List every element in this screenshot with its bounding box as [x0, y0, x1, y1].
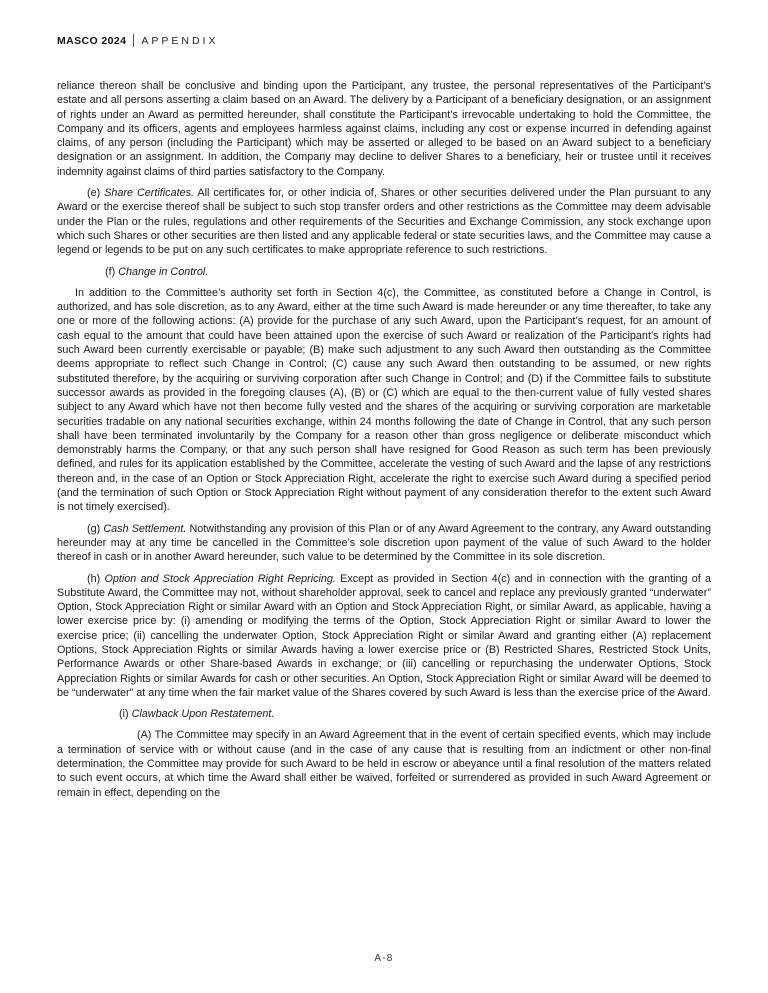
- paragraph-lead-italic: Cash Settlement.: [103, 522, 187, 535]
- paragraph-f-change-in-control: [57, 265, 711, 279]
- paragraph-text: All certificates for, or other indicia of, Shares or other securities delivered under the Plan pursuant to any Award or the exercise thereof shall be subject to such stop transfer orders and other restrictions as the Committee may deem advisable under the Plan or the rules, regulations and other requirements of the Securities and Exchange Commission, any stock exchange upon which such Shares or other securities are then listed and any applicable federal or state securities laws, and the Committee may cause a legend or legends to be put on any such certificates to make appropriate reference to such restrictions.: [57, 187, 712, 257]
- paragraph-e-share-certificates: [57, 186, 711, 257]
- paragraph-text: Notwithstanding any provision of this Plan or of any Award Agreement to the contrary, any Award outstanding hereunder may at any time be cancelled in the Committee’s sole discretion upon payment of the value of such Award to the holder thereof in cash or in another Award hereunder, such value to be determined by the Committee in its sole discretion.: [57, 522, 711, 564]
- paragraph-lead-italic: Change in Control.: [118, 265, 209, 278]
- paragraph-a-clawback-body: [57, 728, 711, 799]
- header-divider: [133, 34, 134, 47]
- paragraph-lead-italic: Share Certificates.: [104, 187, 194, 200]
- paragraph-label: (h): [87, 572, 101, 585]
- document-body: [57, 79, 711, 807]
- paragraph-text: The Committee may specify in an Award Agreement that in the event of certain specified events, which may include a termination of service with or without cause (and in the case of any cause that is resulting from an indictment or other non-final determination, the Committee may provide for such Award to be held in escrow or abeyance until a final resolution of the matters related to such event occurs, at which time the Award shall either be waived, forfeited or surrendered as provided in such Award Agreement or remain in effect, depending on the: [57, 729, 711, 799]
- page-number: A-8: [374, 953, 394, 964]
- paragraph-h-repricing: [57, 572, 711, 701]
- paragraph-label: (i): [119, 708, 129, 721]
- paragraph-text: In addition to the Committee’s authority set forth in Section 4(c), the Committee, as constituted before a Change in Control, is authorized, and has sole discretion, as to any Award, either at the time such Award is made hereunder or any time thereafter, to take any one or more of the following actions: (A) provide for the purchase of any such Award, upon the Participant’s request, for an amount of cash equal to the amount that could have been attained upon the exercise of such Award or realization of the Participant’s rights had such Award been currently exercisable or payable; (B) make such adjustment to any such Award then outstanding as the Committee deems appropriate to reflect such Change in Control; (C) cause any such Award then outstanding to be assumed, or new rights substituted therefore, by the acquiring or surviving corporation after such Change in Control; and (D) if the Committee fails to substitute successor awards as provided in the foregoing clauses (A), (B) or (C) which are equal to the then-current value of fully vested shares subject to any Award which have not then become fully vested and the shares of the acquiring or surviving corporation are marketable securities tradable on any national securities exchange, within 24 months following the date of Change in Control, that any such person shall have been terminated involuntarily by the Company for a reason other than gross negligence or deliberate misconduct which demonstrably harms the Company, or that any such person shall have resigned for Good Reason as such term has been previously defined, and rules for its application established by the Committee, accelerate the vesting of such Award and the lapse of any restrictions thereon and, in the case of an Option or Stock Appreciation Right, accelerate the right to exercise such Award during a specified period (and the termination of such Option or Stock Appreciation Right without payment of any consideration therefor to the extent such Award is not timely exercised).: [57, 286, 711, 514]
- paragraph-text: reliance thereon shall be conclusive and binding upon the Participant, any trustee, the personal representatives of the Participant’s estate and all persons asserting a claim based on an Award. The delivery by a Participant of a beneficiary designation, or an assignment of rights under an Award as permitted hereunder, shall constitute the Participant’s irrevocable undertaking to hold the Committee, the Company and its officers, agents and employees harmless against claims, including any cost or expense incurred in defending against claims, of any person (including the Participant) which may be asserted or alleged to be based on an Award subject to a beneficiary designation or an assignment. In addition, the Company may decline to deliver Shares to a beneficiary, heir or trustee until it receives indemnity against claims of third parties satisfactory to the Company.: [57, 80, 711, 178]
- paragraph-g-cash-settlement: [57, 522, 711, 565]
- paragraph-text: Except as provided in Section 4(c) and in connection with the granting of a Substitute Award, the Committee may not, without shareholder approval, seek to cancel and replace any previously granted “underwater” Option, Stock Appreciation Right or similar Award with an Option and Stock Appreciation Right, or similar Award, as applicable, having a lower exercise price by: (i) amending or modifying the terms of the Option, Stock Appreciation Right or similar Award to lower the exercise price; (ii) cancelling the underwater Option, Stock Appreciation Right or similar Award and granting either (A) replacement Options, Stock Appreciation Rights or similar Awards having a lower exercise price or (B) Restricted Shares, Restricted Stock Units, Performance Awards or other Share-based Awards in exchange; or (iii) cancelling or repurchasing the underwater Options, Stock Appreciation Rights or similar Awards for cash or other securities. An Option, Stock Appreciation Right or similar Award will be deemed to be “underwater” at any time when the fair market value of the Shares covered by such Award is less than the exercise price of the Award.: [57, 572, 712, 699]
- document-header: [57, 34, 218, 47]
- paragraph-continuation: [57, 79, 711, 179]
- paragraph-label: (g): [87, 522, 101, 535]
- paragraph-lead-italic: Clawback Upon Restatement.: [131, 708, 275, 721]
- paragraph-label: (f): [105, 265, 116, 278]
- paragraph-change-in-control-body: [57, 286, 711, 515]
- paragraph-i-clawback: [57, 707, 711, 721]
- paragraph-label: (A): [137, 729, 152, 742]
- paragraph-label: (e): [87, 187, 101, 200]
- paragraph-lead-italic: Option and Stock Appreciation Right Repricing.: [104, 572, 336, 585]
- document-footer: [0, 953, 768, 964]
- section-title: APPENDIX: [141, 34, 219, 47]
- brand-text: MASCO 2024: [57, 34, 127, 47]
